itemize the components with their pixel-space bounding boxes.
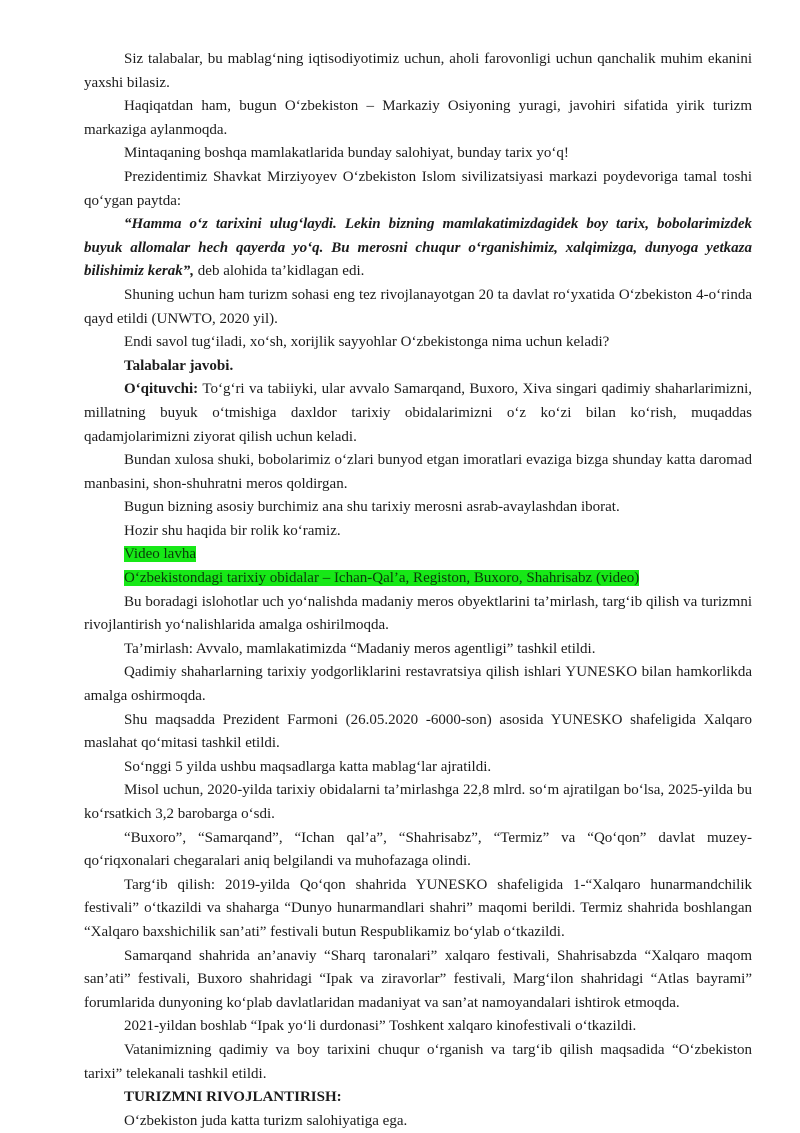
paragraph: Endi savol tug‘iladi, xo‘sh, xorijlik sayyohlar O‘zbekistonga nima uchun keladi?: [124, 334, 610, 351]
paragraph: 2021-yildan boshlab “Ipak yo‘li durdonasi” Toshkent xalqaro kinofestivali o‘tkazildi.: [124, 1018, 637, 1035]
teacher-text: To‘g‘ri va tabiiyki, ular avvalo Samarqand, Buxoro, Xiva singari qadimiy shaharlarimizni, millatning buyuk o‘tmishiga daxldor tarixiy obidalarimizni o‘z ko‘zi bilan ko‘rish, muqaddas qadamjolarimizni ziyorat qilish uchun keladi.: [84, 381, 752, 445]
students-answer-label: Talabalar javobi.: [124, 357, 234, 374]
paragraph: Misol uchun, 2020-yilda tarixiy obidalarni ta’mirlashga 22,8 mlrd. so‘m ajratilgan bo‘lsa, 2025-yilda bu ko‘rsatkich 3,2 barobarga o‘sdi.: [84, 782, 752, 822]
paragraph: Samarqand shahrida an’anaviy “Sharq taronalari” xalqaro festivali, Shahrisabzda “Xalqaro maqom san’ati” festivali, Buxoro shahridagi “Ipak va ziravorlar” festivali, Marg‘ilon shahridagi “Atlas bayrami” forumlarida dunyoning ko‘plab davlatlaridan madaniyat va san’at namoyandalari ishtirok etmoqda.: [84, 947, 752, 1011]
video-title-highlight: O‘zbekistondagi tarixiy obidalar – Ichan-Qal’a, Registon, Buxoro, Shahrisabz (video): [124, 570, 640, 587]
paragraph: Haqiqatdan ham, bugun O‘zbekiston – Markaziy Osiyoning yuragi, javohiri sifatida yirik turizm markaziga aylanmoqda.: [84, 98, 752, 138]
paragraph: O‘zbekiston juda katta turizm salohiyatiga ega.: [124, 1112, 408, 1129]
president-quote: “Hamma o‘z tarixini ulug‘laydi. Lekin bizning mamlakatimizdagidek boy tarix, bobolarimizdek buyuk allomalar hech qayerda yo‘q. Bu merosni chuqur o‘rganishimiz, xalqimizga, dunyoga yetkaza bilishimiz kerak”,: [84, 216, 752, 280]
paragraph: “Buxoro”, “Samarqand”, “Ichan qal’a”, “Shahrisabz”, “Termiz” va “Qo‘qon” davlat muzey-qo‘riqxonalari chegaralari aniq belgilandi va muhofazaga olindi.: [84, 829, 752, 870]
paragraph: Bundan xulosa shuki, bobolarimiz o‘zlari bunyod etgan imoratlari evaziga bizga shunday katta daromad manbasini, shon-shuhratni meros qoldirgan.: [84, 452, 752, 492]
paragraph: Shuning uchun ham turizm sohasi eng tez rivojlanayotgan 20 ta davlat ro‘yxatida O‘zbekiston 4-o‘rinda qayd etildi (UNWTO, 2020 yil).: [84, 286, 752, 327]
paragraph: Bu boradagi islohotlar uch yo‘nalishda madaniy meros obyektlarini ta’mirlash, targ‘ib qilish va turizmni rivojlantirish yo‘nalishlarida amalga oshirilmoqda.: [84, 593, 752, 634]
paragraph: So‘nggi 5 yilda ushbu maqsadlarga katta mablag‘lar ajratildi.: [124, 758, 492, 775]
quote-paragraph: [84, 213, 752, 284]
video-label-highlight: Video lavha: [124, 546, 196, 563]
paragraph: Targ‘ib qilish: 2019-yilda Qo‘qon shahrida YUNESKO shafeligida 1-“Xalqaro hunarmandchilik festivali” o‘tkazildi va shaharga “Dunyo hunarmandlari shahri” maqomi berildi. Termiz shahrida boshlangan “Xalqaro baxshichilik san’ati” festivali butun Respublikamiz bo‘ylab o‘tkazildi.: [84, 876, 752, 940]
paragraph: Mintaqaning boshqa mamlakatlarida bunday salohiyat, bunday tarix yo‘q!: [124, 145, 569, 162]
highlighted-line: [84, 543, 752, 567]
quote-tail: deb alohida ta’kidlagan edi.: [194, 263, 365, 280]
paragraph: Ta’mirlash: Avvalo, mamlakatimizda “Madaniy meros agentligi” tashkil etildi.: [124, 640, 596, 657]
paragraph: Qadimiy shaharlarning tarixiy yodgorliklarini restavratsiya qilish ishlari YUNESKO bilan hamkorlikda amalga oshirmoqda.: [84, 664, 752, 705]
paragraph: Bugun bizning asosiy burchimiz ana shu tarixiy merosni asrab-avaylashdan iborat.: [124, 499, 620, 516]
paragraph: Vatanimizning qadimiy va boy tarixini chuqur o‘rganish va targ‘ib qilish maqsadida “O‘zbekiston tarixi” telekanali tashkil etildi.: [84, 1041, 752, 1082]
paragraph: Prezidentimiz Shavkat Mirziyoyev O‘zbekiston Islom sivilizatsiyasi markazi poydevoriga tamal toshi qo‘ygan paytda:: [84, 168, 752, 209]
highlighted-line: [84, 567, 752, 591]
teacher-paragraph: [84, 378, 752, 449]
document-body: [84, 48, 752, 1133]
teacher-label: O‘qituvchi:: [124, 381, 199, 398]
paragraph: Hozir shu haqida bir rolik ko‘ramiz.: [124, 522, 341, 539]
paragraph: Shu maqsadda Prezident Farmoni (26.05.2020 -6000-son) asosida YUNESKO shafeligida Xalqaro maslahat qo‘mitasi tashkil etildi.: [84, 711, 752, 752]
paragraph: Siz talabalar, bu mablag‘ning iqtisodiyotimiz uchun, aholi farovonligi uchun qanchalik muhim ekanini yaxshi bilasiz.: [84, 51, 752, 91]
section-heading: TURIZMNI RIVOJLANTIRISH:: [124, 1089, 342, 1106]
